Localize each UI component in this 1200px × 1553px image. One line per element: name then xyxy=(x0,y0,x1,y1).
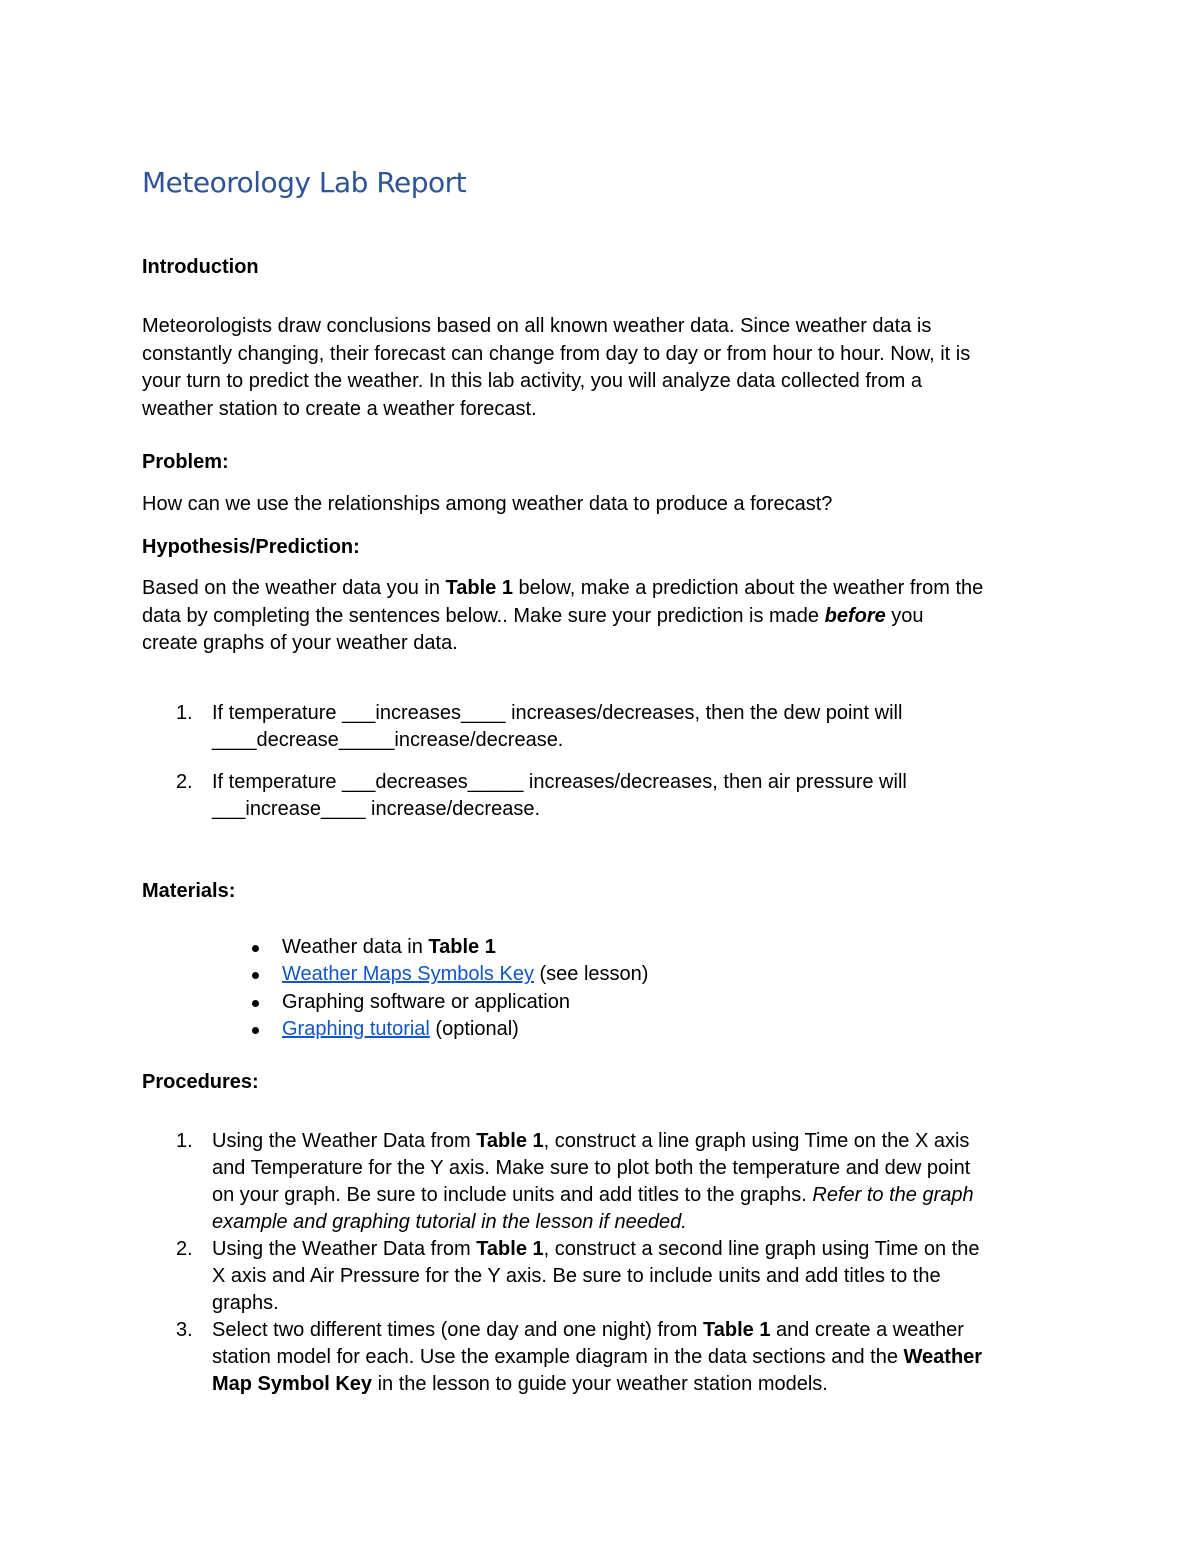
procedure-line xyxy=(212,1317,1072,1344)
text-run: you xyxy=(885,604,924,627)
list-item xyxy=(142,934,1072,961)
page-title: Meteorology Lab Report xyxy=(142,166,467,199)
bullet-icon xyxy=(252,1027,259,1034)
text-run: , construct a line graph using Time on the X axis xyxy=(543,1130,970,1152)
text-run: station model for each. Use the example diagram in the data sections and the xyxy=(212,1346,904,1368)
problem-heading: Problem: xyxy=(142,451,229,473)
bold-run: Table 1 xyxy=(476,1238,544,1260)
procedure-line xyxy=(212,1128,1072,1155)
bullet-icon xyxy=(252,1000,259,1007)
text-run: (optional) xyxy=(429,1017,519,1040)
text-run: below, make a prediction about the weather from the xyxy=(512,577,984,599)
procedure-line: X axis and Air Pressure for the Y axis. Be sure to include units and add titles to the xyxy=(212,1265,941,1287)
introduction-line: constantly changing, their forecast can change from day to day or from hour to hour. Now, it is xyxy=(142,342,971,365)
bold-run: Table 1 xyxy=(703,1319,771,1341)
text-run: data by completing the sentences below.. Make sure your prediction is made xyxy=(142,604,825,627)
problem-line: How can we use the relationships among weather data to produce a forecast? xyxy=(142,493,833,515)
hypothesis-paragraph xyxy=(142,575,1072,658)
text-run: on your graph. Be sure to include units and add titles to the graphs. xyxy=(212,1184,813,1206)
bold-run: Map Symbol Key xyxy=(212,1373,373,1395)
introduction-line: weather station to create a weather forecast. xyxy=(142,397,537,420)
italic-run: example and graphing tutorial in the lesson if needed. xyxy=(212,1211,687,1233)
text-run: Based on the weather data you in xyxy=(142,577,446,599)
introduction-line: Meteorologists draw conclusions based on all known weather data. Since weather data is xyxy=(142,315,932,337)
text-run: in the lesson to guide your weather station models. xyxy=(372,1373,828,1395)
prediction-line: ____decrease_____increase/decrease. xyxy=(212,729,564,751)
procedure-line: and Temperature for the Y axis. Make sure to plot both the temperature and dew point xyxy=(212,1157,971,1179)
procedure-item xyxy=(142,1236,1072,1317)
prediction-list xyxy=(142,700,1072,823)
prediction-item xyxy=(142,769,1072,823)
procedure-line xyxy=(212,1209,1072,1236)
bold-run: Table 1 xyxy=(445,577,513,599)
hypothesis-heading: Hypothesis/Prediction: xyxy=(142,536,360,558)
prediction-line: If temperature ___decreases_____ increases/decreases, then air pressure will xyxy=(212,771,907,793)
hypothesis-line: create graphs of your weather data. xyxy=(142,632,458,654)
procedure-line xyxy=(212,1182,1072,1209)
italic-run: Refer to the graph xyxy=(812,1184,974,1206)
text-run: , construct a second line graph using Time on the xyxy=(543,1238,980,1260)
procedure-item xyxy=(142,1128,1072,1236)
bold-run: Table 1 xyxy=(428,936,496,958)
prediction-line: If temperature ___increases____ increases/decreases, then the dew point will xyxy=(212,702,903,724)
hypothesis-line xyxy=(142,603,1072,631)
list-number: 2. xyxy=(176,771,193,793)
text-run: (see lesson) xyxy=(533,963,649,986)
text-run: Using the Weather Data from xyxy=(212,1238,477,1260)
text-run: Select two different times (one day and one night) from xyxy=(212,1319,704,1341)
list-item xyxy=(142,989,1072,1016)
weather-maps-symbols-key-link[interactable]: Weather Maps Symbols Key xyxy=(282,963,534,986)
hypothesis-line xyxy=(142,575,1072,603)
bullet-icon xyxy=(252,945,259,952)
introduction-paragraph xyxy=(142,313,1072,423)
introduction-line: your turn to predict the weather. In this lab activity, you will analyze data collected from a xyxy=(142,370,923,392)
procedures-heading: Procedures: xyxy=(142,1071,259,1093)
list-number: 2. xyxy=(176,1238,193,1260)
procedure-line xyxy=(212,1371,1072,1398)
list-item xyxy=(142,961,1072,988)
procedure-item xyxy=(142,1317,1072,1398)
prediction-line: ___increase____ increase/decrease. xyxy=(212,798,540,820)
problem-text xyxy=(142,491,1072,519)
procedures-list xyxy=(142,1128,1072,1398)
list-number: 1. xyxy=(176,702,193,724)
bullet-icon xyxy=(252,972,259,979)
materials-heading: Materials: xyxy=(142,880,236,902)
bold-run: Table 1 xyxy=(476,1130,544,1152)
procedure-line: graphs. xyxy=(212,1292,279,1314)
procedure-line xyxy=(212,1236,1072,1263)
list-number: 1. xyxy=(176,1130,193,1152)
bold-run: Weather xyxy=(903,1346,983,1368)
text-run: Using the Weather Data from xyxy=(212,1130,477,1152)
text-run: Graphing software or application xyxy=(282,990,570,1013)
text-run: and create a weather xyxy=(770,1319,964,1341)
list-number: 3. xyxy=(176,1319,193,1341)
prediction-item xyxy=(142,700,1072,754)
list-item xyxy=(142,1016,1072,1043)
text-run: Weather data in xyxy=(282,936,429,958)
graphing-tutorial-link[interactable]: Graphing tutorial xyxy=(282,1017,430,1040)
introduction-heading: Introduction xyxy=(142,256,259,278)
procedure-line xyxy=(212,1344,1072,1371)
bold-italic-run: before xyxy=(824,604,886,627)
materials-list xyxy=(142,934,1072,1043)
